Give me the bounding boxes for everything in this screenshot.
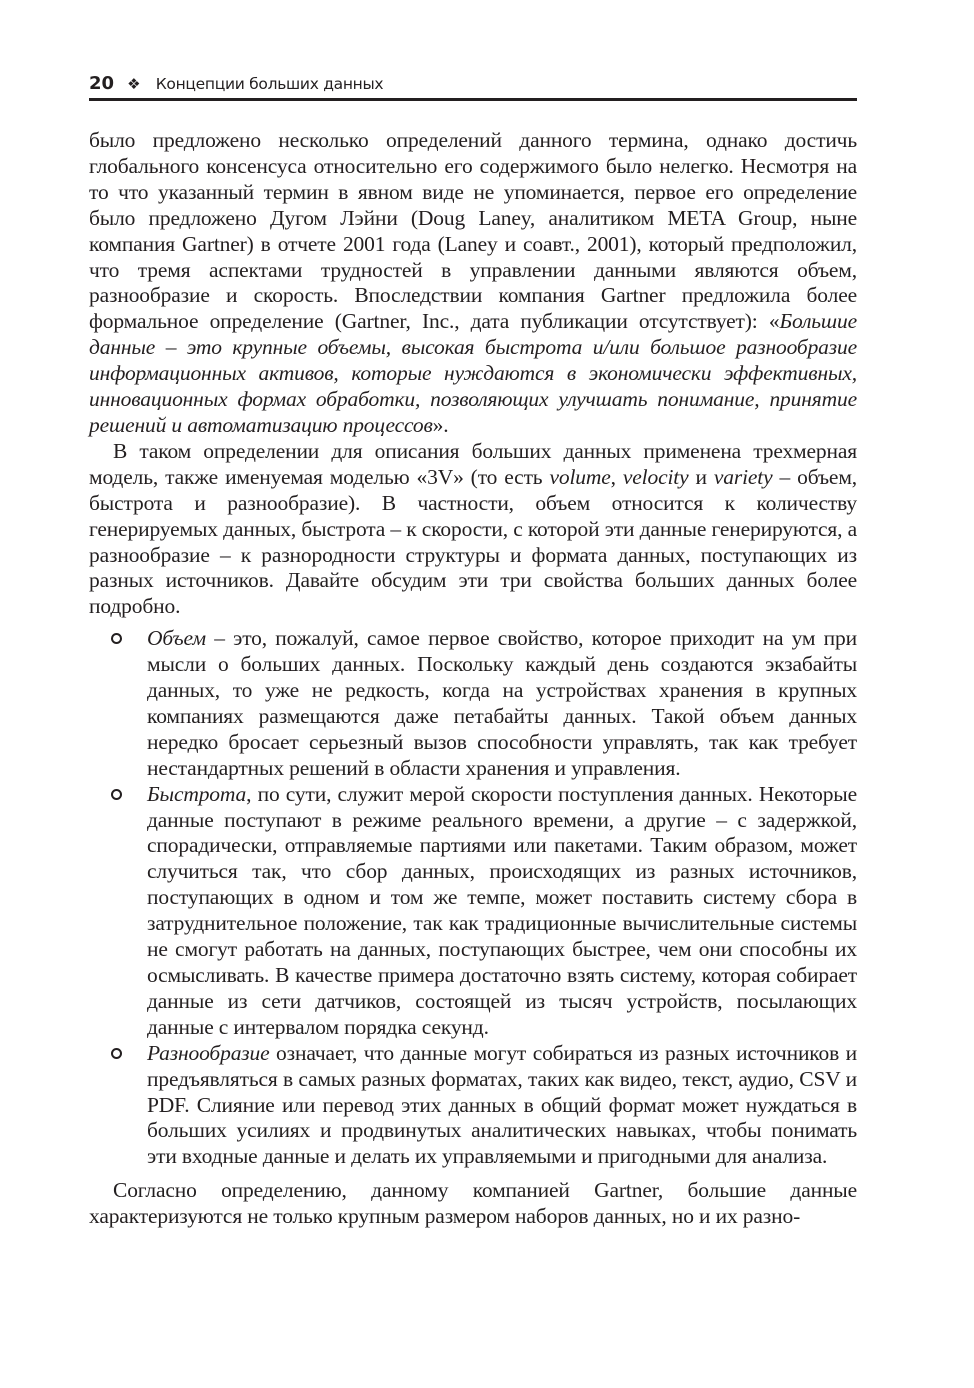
list-item xyxy=(147,626,857,781)
bullet-text: означает, что данные могут собираться из разных источников и предъявляться в самых разных форматах, таких как видео, текст, аудио, CSV и PDF. Слияние или перевод этих данных в общий формат может нуждаться в больших усилиях и продвинутых аналитических навыках, чтобы понимать эти входные данные и делать их управляемыми и пригодными для анализа. xyxy=(147,1040,857,1169)
term-velocity: velocity xyxy=(622,464,689,489)
separator: , xyxy=(610,464,623,489)
quote-close: ». xyxy=(432,412,449,437)
term-volume: volume xyxy=(549,464,611,489)
chapter-title: Концепции больших данных xyxy=(155,75,384,93)
circle-bullet-icon xyxy=(111,1048,122,1059)
bullet-text: – это, пожалуй, самое первое свойство, которое приходит на ум при мысли о больших данных. Поскольку каждый день создаются экзабайты данных, то уже не редкость, когда на устройствах хранения в крупных компаниях размещаются даже петабайты данных. Такой объем данных нередко бросает серьезный вызов способности управлять, так как требует нестандартных решений в области хранения и управления. xyxy=(147,626,857,780)
term-variety: variety xyxy=(713,464,773,489)
bullet-list xyxy=(89,626,857,1170)
bullet-text: , по сути, служит мерой скорости поступления данных. Некоторые данные поступают в режиме реального времени, а другие – с задержкой, спорадически, отправляемые партиями или пакетами. Таким образом, может случиться так, что сбор данных, происходящих из разных источников, поступающих в одном и том же темпе, может поставить систему сбора в затруднительное положение, так как традиционные вычислительные системы не смогут работать на данных, поступающих быстрее, чем они способны их осмысливать. В качестве примера достаточно взять систему, которая собирает данные из сети датчиков, состоящей из тысяч устройств, посылающих данные с интервалом порядка секунд. xyxy=(147,781,857,1039)
paragraph-3v-model xyxy=(89,439,857,620)
circle-bullet-icon xyxy=(111,789,122,800)
paragraph-text: было предложено несколько определений данного термина, однако достичь глобального консенсуса относительно его содержимого было нелегко. Несмотря на то что указанный термин в явном виде не упоминается, первое его определение было предложено Дугом Лэйни (Doug Laney, аналитиком META Group, ныне компания Gartner) в отчете 2001 года (Laney и соавт., 2001), который предположил, что тремя аспектами трудностей в управлении данными являются объем, разнообразие и скорость. Впоследствии компания Gartner предложила более формальное определение (Gartner, Inc., дата публикации отсутствует): « xyxy=(89,128,857,334)
list-item xyxy=(147,782,857,1041)
gartner-quote: Большие данные – это крупные объемы, высокая быстрота и/или большое разнообразие информационных активов, которые нуждаются в экономически эффективных, инновационных формах обработки, позволяющих улучшать понимание, принятие решений и автоматизацию процессов xyxy=(89,309,857,437)
list-item xyxy=(147,1041,857,1171)
bullet-term: Разнообразие xyxy=(147,1040,270,1065)
running-header xyxy=(89,70,857,101)
circle-bullet-icon xyxy=(111,633,122,644)
paragraph-text: – объем, быстрота и разнообразие). В частности, объем относится к количеству генерируемых данных, быстрота – к скорости, с которой эти данные генерируются, а разнообразие – к разнородности структуры и формата данных, поступающих из разных источников. Давайте обсудим эти три свойства больших данных более подробно. xyxy=(89,464,858,619)
paragraph-gartner-characteristics: Согласно определению, данному компанией Gartner, большие данные характеризуются не только крупным размером наборов данных, но и их разно- xyxy=(89,1178,857,1229)
bullet-term: Быстрота xyxy=(147,781,247,806)
paragraph-text: В таком определении для описания больших данных применена трехмерная модель, также именуемая моделью «3V» (то есть xyxy=(89,438,857,489)
page-number: 20 xyxy=(89,73,115,94)
bullet-term: Объем xyxy=(147,626,206,651)
body-text xyxy=(89,128,857,1230)
paragraph-definitions xyxy=(89,128,857,439)
ornament-icon: ❖ xyxy=(127,75,141,93)
separator: и xyxy=(688,464,714,489)
